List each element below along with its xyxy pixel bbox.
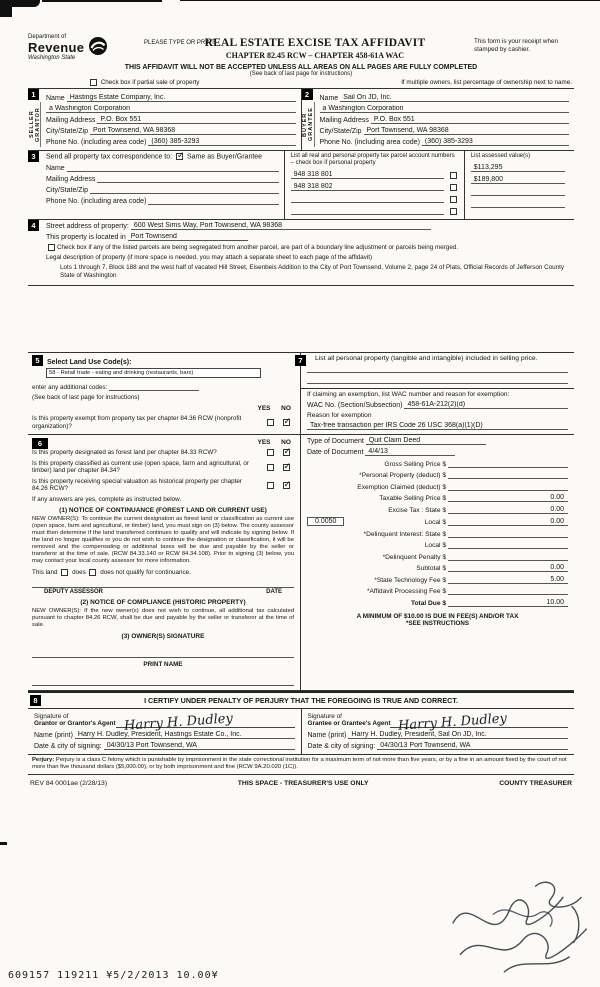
buyer-corp-value: a Washington Corporation [320, 105, 570, 113]
dept-of-label: Department of [28, 34, 67, 40]
additional-codes-row [32, 381, 294, 391]
excise-state-value: 0.00 [448, 506, 568, 514]
doc-type-value: Quit Claim Deed [366, 437, 486, 445]
left-column [28, 353, 301, 690]
buyer-mailing-value: P.O. Box 551 [371, 116, 569, 124]
mid-sections [28, 352, 574, 691]
money-row-local: 0.0050 Local $ 0.00 [307, 517, 568, 526]
wac-label: WAC No. (Section/Subsection) [307, 402, 403, 410]
yes-no-header-5 [32, 405, 294, 412]
seller-corp-value: a Washington Corporation [46, 105, 296, 113]
assessed-values-column [465, 151, 574, 219]
section-divider [301, 434, 574, 435]
money-row-delinquent-interest-local: Local $ [307, 541, 568, 549]
parcel-number-value: 948 318 801 [291, 171, 444, 179]
exemption-intro: If claiming an exemption, list WAC number and reason for exemption: [307, 391, 510, 399]
section-6-number: 6 [32, 438, 48, 449]
seller-mailing-row [46, 116, 296, 124]
personal-property-line-2 [307, 376, 568, 384]
legal-description-label-row [46, 254, 569, 261]
corr-mailing-row [46, 175, 279, 183]
money-row-total-due: Total Due $ 10.00 [307, 599, 568, 607]
buyer-mailing-row [320, 116, 570, 124]
buyer-corp-row [320, 105, 570, 113]
owners-signature-title: (3) OWNER(S) SIGNATURE [121, 632, 205, 640]
total-due-value: 10.00 [448, 599, 568, 607]
delinquent-interest-state-value [448, 530, 568, 538]
seller-phone-row [46, 138, 296, 146]
historic-question: Is this property receiving special valuation as historical property per chapter 84.26 RCW? [32, 477, 242, 493]
reason-value: Tax-free transaction per IRS Code 26 USC 368(a)(1)(D) [307, 422, 568, 430]
notice-compliance-title: (2) NOTICE OF COMPLIANCE (HISTORIC PROPERTY) [80, 598, 246, 606]
current-use-no-checkbox: ✓ [283, 460, 292, 471]
delinquent-penalty-value [448, 553, 568, 561]
chapter-subtitle: CHAPTER 82.45 RCW – CHAPTER 458-61A WAC [225, 51, 405, 60]
no-header: NO [281, 405, 291, 413]
does-qualify-checkbox [61, 569, 68, 576]
revenue-logo [28, 34, 156, 61]
assessed-column-header: List assessed value(s) [470, 153, 531, 160]
street-address-label: Street address of property: [46, 223, 129, 231]
notice-continuance-body: NEW OWNER(S): To continue the current designation as forest land or classification as current use (open space, farm and agricultural, or timber) land, you must sign on (3) below. The county assessor must then determine if the land transferred continues to qualify and will indicate by signing below. If the land no longer qualifies or you do not wish to continue the designation or classification, it will be removed and the compensating or additional taxes will be due and payable by the seller or transferor at the time of sale. (RCW 84.33.140 or RCW 84.34.108). Prior to signing (3) below, you may contact your local county assessor for more information. [32, 515, 294, 564]
deputy-assessor-label: DEPUTY ASSESSOR [44, 588, 104, 595]
land-use-title-row [32, 355, 294, 366]
assessed-value [471, 200, 565, 208]
perjury-lead: Perjury: [32, 756, 55, 763]
wac-row [307, 401, 568, 409]
seller-csz-label: City/State/Zip [46, 128, 89, 136]
seller-csz-value: Port Townsend, WA 98368 [90, 127, 295, 135]
seller-name-row [46, 94, 296, 102]
grantee-signature-line [390, 711, 568, 734]
section-tax-correspondence [28, 151, 574, 220]
grantee-sig-label-2: Grantee or Grantee's Agent [307, 720, 391, 728]
buyer-phone-value: (360) 385-3293 [422, 138, 569, 146]
see-back-note-5: (See back of last page for instructions) [32, 394, 140, 402]
section-2-number: 2 [302, 89, 313, 100]
buyer-csz-value: Port Townsend, WA 98368 [364, 127, 569, 135]
doc-type-label: Type of Document [307, 438, 364, 446]
legal-description-text: Lots 1 through 7, Block 188 and the west half of vacated Hill Street, Eisenbeis Addition to the City of Port Townsend, Volume 2, page 24 of Plats, Official Records of Jefferson County State of Washington [60, 264, 565, 280]
grantor-date-value: 04/30/13 Port Townsend, WA [104, 742, 295, 750]
corr-csz-value [90, 186, 279, 194]
parcel-numbers-column [285, 151, 465, 219]
money-row-subtotal: Subtotal $ 0.00 [307, 564, 568, 572]
grantee-name-value: Harry H. Dudley, President, Sail On JD, Inc. [348, 731, 568, 739]
print-name-label: PRINT NAME [143, 660, 183, 668]
current-use-question: Is this property classified as current use (open space, farm and agricultural, or timber) land per chapter 84.34? [32, 459, 249, 475]
corr-csz-row [46, 186, 279, 194]
land-use-code-box: 58 - Retail trade - eating and drinking (restaurants, bars) [46, 368, 261, 378]
warning-line: THIS AFFIDAVIT WILL NOT BE ACCEPTED UNLESS ALL AREAS ON ALL PAGES ARE FULLY COMPLETED [124, 64, 478, 71]
send-correspondence-row [46, 150, 279, 161]
print-name-line [32, 672, 294, 686]
does-label: does [72, 568, 86, 576]
seller-phone-value: (360) 385-3293 [148, 138, 295, 146]
corr-mailing-label: Mailing Address [46, 175, 96, 183]
county-treasurer-label: COUNTY TREASURER [499, 779, 572, 787]
buyer-phone-row [320, 138, 570, 146]
grantor-signature-line [116, 711, 295, 734]
segregated-checkbox [48, 244, 55, 251]
exempt-question-row [32, 415, 294, 430]
seller-csz-row [46, 127, 296, 135]
parcel-row [291, 171, 459, 179]
personal-property-deduct-value [448, 471, 568, 479]
money-row-taxable: Taxable Selling Price $ 0.00 [307, 494, 568, 502]
buyer-grantee-vertical-label: BUYER GRANTEE [303, 102, 315, 147]
money-row-exemption: Exemption Claimed (deduct) $ [307, 483, 568, 491]
parcel-row [291, 183, 459, 191]
if-yes-note: If any answers are yes, complete as instructed below. [32, 495, 182, 503]
rev-form-number: REV 84 0001ae (2/28/13) [30, 779, 108, 787]
assessed-row [471, 176, 569, 184]
wac-value: 458-61A-212(2)(d) [404, 401, 568, 409]
seller-mailing-label: Mailing Address [46, 117, 96, 125]
grantee-date-value: 04/30/13 Port Townsend, WA [377, 742, 568, 750]
section-5-number: 5 [32, 355, 43, 366]
grantee-signature-column [301, 709, 575, 754]
receipt-note: This form is your receipt when stamped by cashier. [474, 38, 558, 53]
grantor-date-row [34, 742, 295, 750]
doc-date-value: 4/4/13 [365, 448, 455, 456]
money-row-gross: Gross Selling Price $ [307, 460, 568, 468]
subtotal-value: 0.00 [448, 564, 568, 572]
exempt-yes-checkbox [267, 419, 274, 426]
located-in-value: Port Townsend [128, 233, 248, 241]
washington-state-label: Washington State [28, 55, 76, 61]
corr-name-row [46, 164, 279, 172]
money-row-personal: *Personal Property (deduct) $ [307, 471, 568, 479]
parcel-number-value [291, 207, 444, 215]
street-address-value: 600 West Sims Way, Port Townsend, WA 98368 [131, 222, 431, 230]
section-seller [28, 89, 301, 150]
section-property-location [28, 220, 574, 286]
seller-mailing-value: P.O. Box 551 [97, 116, 295, 124]
multiple-owners-note: If multiple owners, list percentage of ownership next to name. [401, 79, 572, 87]
excise-local-value: 0.00 [448, 518, 568, 526]
personal-property-checkbox [450, 208, 457, 215]
grantee-name-row [308, 731, 569, 739]
certify-statement: I CERTIFY UNDER PENALTY OF PERJURY THAT THE FOREGOING IS TRUE AND CORRECT. [144, 695, 458, 705]
see-instructions-note: *SEE INSTRUCTIONS [406, 619, 469, 627]
affidavit-processing-fee-value [448, 587, 568, 595]
parcel-number-value [291, 195, 444, 203]
parcel-number-value: 948 318 802 [291, 183, 444, 191]
grantee-name-label: Name (print) [307, 731, 347, 739]
grantor-name-value: Harry H. Dudley, President, Hastings Estate Co., Inc. [75, 731, 295, 739]
doc-date-label: Date of Document [307, 449, 364, 457]
section-buyer [301, 89, 575, 150]
legal-description-label: Legal description of property (if more space is needed, you may attach a separate sheet to each page of the affidavit) [46, 254, 373, 262]
assessed-value: $113,295 [471, 164, 565, 172]
state-technology-fee-value: 5.00 [448, 576, 568, 584]
see-back-note: (See back of last page for instructions) [249, 71, 353, 77]
partial-sale-label: Check box if partial sale of property [100, 79, 200, 87]
grantee-sig-label-1: Signature of [307, 712, 342, 720]
footer-row [28, 775, 574, 787]
forest-yes-checkbox [267, 449, 274, 456]
send-correspondence-label: Send all property tax correspondence to: [46, 153, 173, 161]
money-row-affidavit-fee: *Affidavit Processing Fee $ [307, 587, 568, 595]
scan-artifact [42, 0, 162, 2]
corr-phone-value [148, 197, 278, 205]
money-row-delinquent-penalty: *Delinquent Penalty $ [307, 553, 568, 561]
no-header: NO [281, 439, 291, 447]
parcel-row [291, 207, 459, 215]
money-row-excise-state: Excise Tax : State $ 0.00 [307, 506, 568, 514]
treasurer-space-label: THIS SPACE - TREASURER'S USE ONLY [237, 779, 369, 787]
grantee-signature-handwriting: Harry H. Dudley [398, 711, 508, 734]
personal-property-checkbox [450, 184, 457, 191]
scan-artifact [0, 0, 12, 17]
grantee-date-label: Date & city of signing: [307, 742, 376, 750]
grantee-date-row [308, 742, 569, 750]
historic-no-checkbox: ✓ [283, 478, 292, 489]
please-type-or-print-label: PLEASE TYPE OR PRINT [144, 40, 215, 46]
assessed-row [471, 188, 569, 196]
grantor-sig-label-1: Signature of [34, 712, 69, 720]
personal-property-intro: List all personal property (tangible and intangible) included in selling price. [315, 355, 538, 363]
doc-type-row [307, 437, 568, 445]
owners-signature-line [32, 644, 294, 658]
buyer-name-row [320, 94, 570, 102]
additional-codes-value [109, 383, 199, 391]
yes-header: YES [257, 439, 271, 447]
local-rate-box: 0.0050 [307, 517, 344, 526]
located-in-row [46, 233, 569, 241]
assessed-row [471, 200, 569, 208]
scan-artifact [180, 0, 600, 1]
reason-label: Reason for exemption [307, 412, 372, 420]
additional-codes-label: enter any additional codes: [32, 384, 108, 392]
revenue-logo-icon [88, 36, 108, 56]
grantor-name-label: Name (print) [34, 731, 73, 739]
section-4-number: 4 [28, 220, 39, 231]
personal-property-checkbox [450, 196, 457, 203]
seller-buyer-section [28, 88, 574, 151]
this-land-label: This land [32, 568, 58, 576]
assessed-row [471, 164, 569, 172]
notice-continuance-title: (1) NOTICE OF CONTINUANCE (FOREST LAND OR CURRENT USE) [59, 506, 267, 514]
seller-phone-label: Phone No. (including area code) [46, 139, 147, 147]
correspondence-column [28, 151, 285, 219]
buyer-phone-label: Phone No. (including area code) [319, 139, 420, 147]
exempt-question: Is this property exempt from property tax per chapter 84.36 RCW (nonprofit organization)? [32, 415, 242, 430]
exemption-claimed-value [448, 483, 568, 491]
personal-property-line-1 [307, 365, 568, 373]
delinquent-interest-local-value [448, 541, 568, 549]
cashier-receipt-stamp: 609157 119211 ¥5/2/2013 10.00¥ [8, 970, 219, 981]
grantor-sig-label-2: Grantor or Grantor's Agent [34, 720, 116, 728]
parcel-row [291, 195, 459, 203]
seller-name-label: Name [46, 95, 65, 103]
deputy-assessor-signature-line [32, 576, 294, 588]
taxable-selling-price-value: 0.00 [448, 494, 568, 502]
land-qualify-row [32, 569, 294, 576]
revenue-label: Revenue [28, 40, 85, 55]
right-column [298, 353, 574, 690]
grantor-signature-handwriting: Harry H. Dudley [123, 711, 233, 734]
section-7-number: 7 [295, 355, 306, 366]
grantor-date-label: Date & city of signing: [34, 742, 102, 750]
yes-header: YES [257, 405, 271, 413]
money-row-tech-fee: *State Technology Fee $ 5.00 [307, 576, 568, 584]
corr-phone-row [46, 197, 279, 205]
corr-mailing-value [97, 175, 278, 183]
grantor-name-row [34, 731, 295, 739]
reason-row [307, 422, 568, 430]
forest-no-checkbox: ✓ [283, 446, 292, 457]
same-as-buyer-checkbox: ✓ [177, 150, 185, 161]
money-row-delinquent-interest-state: *Delinquent Interest: State $ [307, 530, 568, 538]
does-not-qualify-checkbox [89, 569, 96, 576]
section-divider [28, 434, 300, 435]
section-certification [28, 691, 574, 755]
current-use-question-row [32, 460, 294, 475]
corr-csz-label: City/State/Zip [46, 186, 89, 194]
seller-grantor-vertical-label: SELLER GRANTOR [29, 102, 41, 147]
perjury-paragraph [28, 755, 574, 775]
forest-land-question: Is this property designated as forest land per chapter 84.33 RCW? [32, 449, 217, 457]
perjury-text: Perjury is a class C felony which is punishable by imprisonment in the state correctional institution for a maximum term of not more than five years, or by a fine in an amount fixed by the court of not more than five thousand dollars ($5,000.00), or by both imprisonment and fine (RCW 9A.20.020 (1C)). [32, 756, 567, 770]
partial-sale-row [28, 79, 574, 88]
certify-header [28, 691, 574, 709]
doc-date-row [307, 448, 568, 456]
does-not-label: does not qualify for continuance. [100, 568, 191, 576]
section-1-number: 1 [28, 89, 39, 100]
gross-selling-price-value [448, 460, 568, 468]
date-label: DATE [266, 588, 282, 595]
historic-yes-checkbox [267, 482, 274, 489]
section-3-number: 3 [28, 151, 39, 162]
buyer-name-value: Sail On JD, Inc. [340, 94, 569, 102]
partial-sale-checkbox [90, 79, 97, 86]
current-use-yes-checkbox [267, 464, 274, 471]
revenue-logo-text [28, 34, 84, 61]
exempt-no-checkbox: ✓ [283, 416, 292, 426]
corr-phone-label: Phone No. (including area code) [46, 197, 147, 205]
section-8-number: 8 [30, 695, 41, 706]
notice-compliance-body: NEW OWNER(S): If the new owner(s) does not wish to continue, all additional tax calculated pursuant to chapter 84.26 RCW, shall be due and payable by the seller or transferor at the time of sale. [32, 607, 294, 628]
same-as-buyer-label: Same as Buyer/Grantee [186, 153, 263, 161]
buyer-csz-label: City/State/Zip [319, 128, 362, 136]
buyer-name-label: Name [319, 95, 339, 103]
title-block [144, 34, 474, 60]
buyer-csz-row [320, 127, 570, 135]
street-address-row [46, 222, 569, 230]
historic-question-row [32, 478, 294, 493]
scan-artifact [0, 842, 7, 845]
parcel-column-header: List all real and personal property tax parcel account numbers – check box if personal property [290, 153, 455, 167]
buyer-mailing-label: Mailing Address [319, 117, 369, 125]
deputy-assessor-labels [32, 588, 294, 595]
segregated-label: Check box if any of the listed parcels are being segregated from another parcel, are part of a boundary line adjustment or parcels being merged. [57, 244, 459, 252]
form-title: REAL ESTATE EXCISE TAX AFFIDAVIT [204, 37, 426, 49]
minimum-due-note: A MINIMUM OF $10.00 IS DUE IN FEE(S) AND/OR TAX [356, 612, 519, 620]
yes-no-header-6 [32, 439, 294, 449]
corr-name-label: Name [46, 164, 65, 172]
assessed-value [471, 188, 565, 196]
form-header [28, 34, 574, 61]
personal-property-checkbox [450, 172, 457, 179]
land-use-title: Select Land Use Code(s): [47, 359, 132, 367]
section-divider [301, 388, 574, 389]
blank-gap [28, 286, 574, 352]
grantor-signature-column [28, 709, 301, 754]
partial-sale-option [88, 79, 199, 86]
located-in-label: This property is located in [46, 234, 126, 242]
seller-corp-row [46, 105, 296, 113]
forest-land-question-row [32, 446, 294, 457]
seller-name-value: Hastings Estate Company, Inc. [67, 94, 296, 102]
signature-columns [28, 709, 574, 754]
assessed-value: $189,800 [471, 176, 565, 184]
segregated-row [46, 244, 569, 251]
corr-name-value [67, 164, 279, 172]
